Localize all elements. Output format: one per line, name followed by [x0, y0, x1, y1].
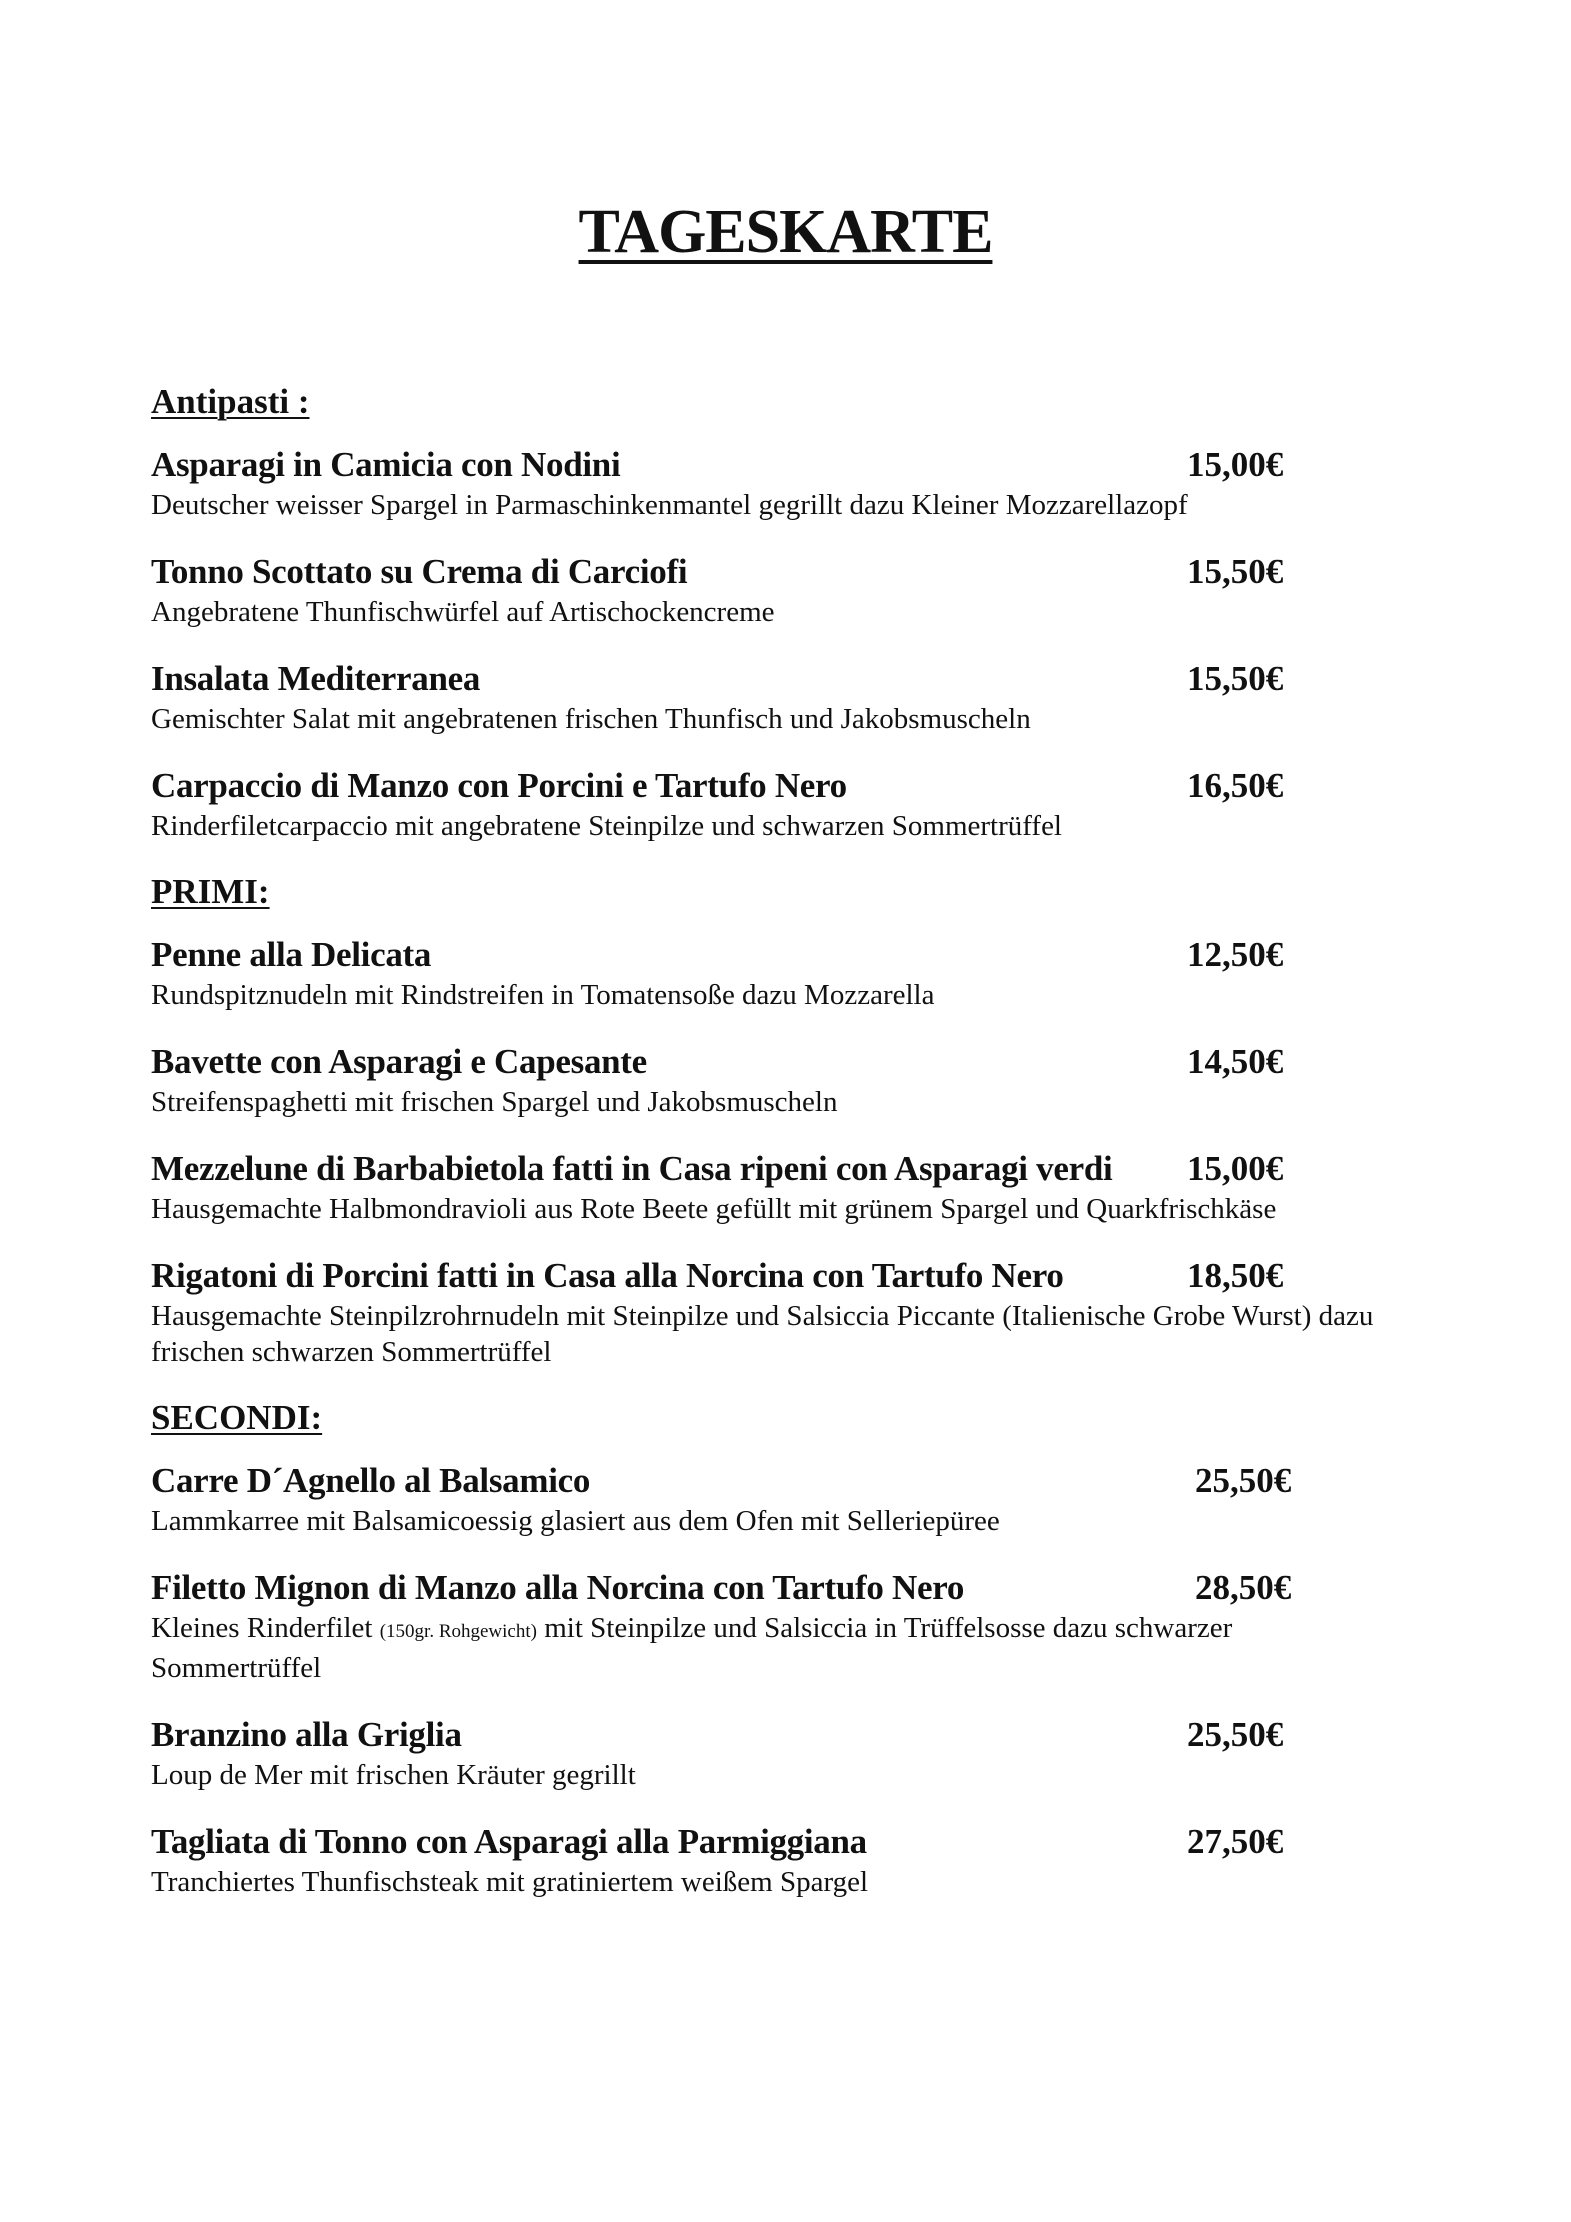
dish-name: Carpaccio di Manzo con Porcini e Tartufo Nero: [151, 766, 847, 805]
dish-price: 25,50€: [1195, 1461, 1292, 1500]
dish-name: Asparagi in Camicia con Nodini: [151, 445, 621, 484]
menu-item: [151, 1146, 1451, 1227]
dish-description-text: mit Steinpilze und Salsiccia in Trüffelsosse dazu schwarzer Sommertrüffel: [151, 1612, 1233, 1684]
dish-description: Tranchiertes Thunfischsteak mit gratiniertem weißem Spargel: [151, 1866, 869, 1898]
menu-item: [151, 1712, 1451, 1793]
menu-item: [151, 1565, 1451, 1686]
dish-description: Rinderfiletcarpaccio mit angebratene Steinpilze und schwarzen Sommertrüffel: [151, 810, 1062, 842]
dish-name: Filetto Mignon di Manzo alla Norcina con Tartufo Nero: [151, 1568, 965, 1607]
dish-price: 27,50€: [1187, 1822, 1284, 1861]
menu-item: [151, 1458, 1451, 1539]
menu-item-header: [151, 1458, 1451, 1503]
menu-item-header: [151, 656, 1451, 701]
menu-item: [151, 1819, 1451, 1900]
dish-name: Rigatoni di Porcini fatti in Casa alla Norcina con Tartufo Nero: [151, 1256, 1064, 1295]
menu-item: [151, 1253, 1451, 1370]
dish-price: 25,50€: [1187, 1715, 1284, 1754]
section-heading-antipasti: Antipasti :: [151, 382, 310, 421]
dish-name: Branzino alla Griglia: [151, 1715, 462, 1754]
dish-price: 12,50€: [1187, 935, 1284, 974]
dish-description: Rundspitznudeln mit Rindstreifen in Tomatensoße dazu Mozzarella: [151, 979, 935, 1011]
page-title-text: TAGESKARTE: [578, 198, 993, 266]
dish-name: Mezzelune di Barbabietola fatti in Casa ripeni con Asparagi verdi: [151, 1149, 1113, 1188]
dish-description: Deutscher weisser Spargel in Parmaschinkenmantel gegrillt dazu Kleiner Mozzarellazopf: [151, 489, 1188, 521]
dish-description: Streifenspaghetti mit frischen Spargel und Jakobsmuscheln: [151, 1086, 838, 1118]
menu-item: [151, 763, 1451, 844]
dish-name: Penne alla Delicata: [151, 935, 432, 974]
dish-price: 15,00€: [1187, 1149, 1284, 1188]
section-secondi: [151, 1396, 1451, 1900]
menu-item-header: [151, 1819, 1451, 1864]
section-heading-secondi: SECONDI:: [151, 1398, 323, 1437]
dish-description: Hausgemachte Steinpilzrohrnudeln mit Steinpilze und Salsiccia Piccante (Italienische Grobe Wurst) dazu frischen schwarzen Sommertrüffel: [151, 1300, 1374, 1368]
section-primi: [151, 870, 1451, 1370]
dish-name: Insalata Mediterranea: [151, 659, 481, 698]
dish-name: Tagliata di Tonno con Asparagi alla Parmiggiana: [151, 1822, 867, 1861]
menu-item: [151, 1039, 1451, 1120]
menu-item: [151, 656, 1451, 737]
dish-weight-note: (150gr. Rohgewicht): [379, 1621, 537, 1642]
dish-description-text: Kleines Rinderfilet: [151, 1612, 380, 1644]
dish-description: Hausgemachte Halbmondravioli aus Rote Beete gefüllt mit grünem Spargel und Quarkfrischkäse: [151, 1193, 1277, 1225]
menu-item-header: [151, 932, 1451, 977]
dish-description: Lammkarree mit Balsamicoessig glasiert aus dem Ofen mit Selleriepüree: [151, 1505, 1000, 1537]
menu-item-header: [151, 1565, 1451, 1610]
menu-item: [151, 932, 1451, 1013]
section-antipasti: [151, 380, 1451, 844]
menu-item-header: [151, 1712, 1451, 1757]
menu-item-header: [151, 1039, 1451, 1084]
menu-content: [151, 380, 1451, 1926]
page-title: [0, 196, 1571, 268]
dish-price: 15,50€: [1187, 552, 1284, 591]
dish-price: 18,50€: [1187, 1256, 1284, 1295]
dish-name: Carre D´Agnello al Balsamico: [151, 1461, 591, 1500]
menu-item-header: [151, 1253, 1451, 1298]
dish-name: Tonno Scottato su Crema di Carciofi: [151, 552, 688, 591]
dish-name: Bavette con Asparagi e Capesante: [151, 1042, 647, 1081]
menu-item-header: [151, 1146, 1451, 1191]
menu-item: [151, 549, 1451, 630]
dish-description: [151, 1610, 1401, 1686]
dish-description: Loup de Mer mit frischen Kräuter gegrillt: [151, 1759, 636, 1791]
dish-price: 16,50€: [1187, 766, 1284, 805]
dish-price: 15,50€: [1187, 659, 1284, 698]
dish-description: Angebratene Thunfischwürfel auf Artischockencreme: [151, 596, 775, 628]
menu-item-header: [151, 763, 1451, 808]
dish-description: Gemischter Salat mit angebratenen frischen Thunfisch und Jakobsmuscheln: [151, 703, 1031, 735]
menu-item-header: [151, 442, 1451, 487]
dish-price: 15,00€: [1187, 445, 1284, 484]
dish-price: 28,50€: [1195, 1568, 1292, 1607]
menu-item-header: [151, 549, 1451, 594]
section-heading-primi: PRIMI:: [151, 872, 270, 911]
menu-item: [151, 442, 1451, 523]
dish-price: 14,50€: [1187, 1042, 1284, 1081]
